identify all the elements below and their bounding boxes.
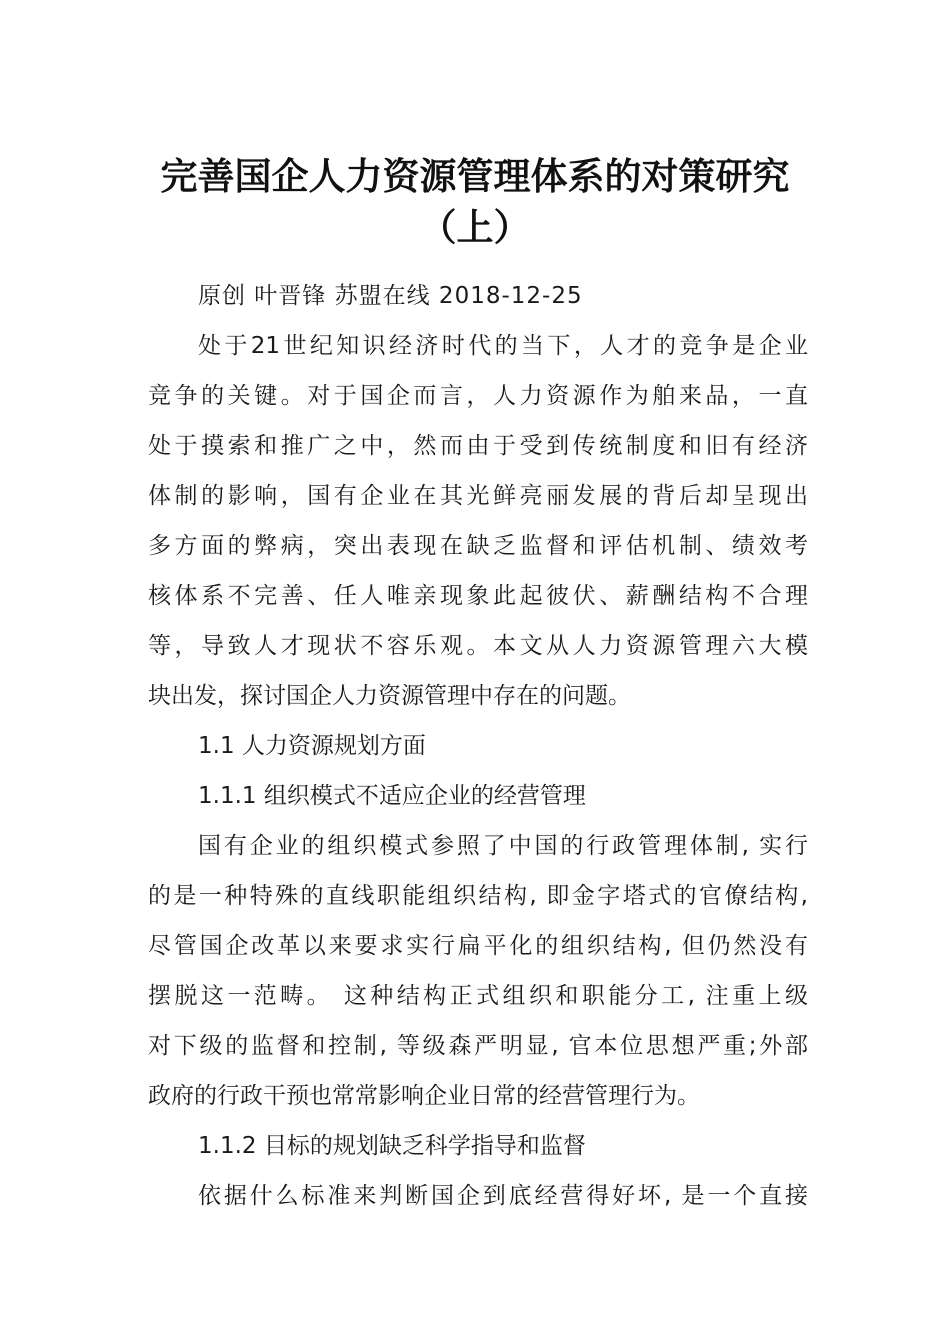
paragraph-line: 块出发，探讨国企人力资源管理中存在的问题。: [148, 683, 631, 709]
paragraph-line: 国有企业的组织模式参照了中国的行政管理体制, 实行: [198, 833, 808, 859]
paragraph-line: 依据什么标准来判断国企到底经营得好坏, 是一个直接: [198, 1183, 808, 1209]
paragraph-line: 等，导致人才现状不容乐观。本文从人力资源管理六大模: [148, 633, 808, 659]
document-title: 完善国企人力资源管理体系的对策研究: [160, 154, 790, 198]
paragraph-line: 处于摸索和推广之中，然而由于受到传统制度和旧有经济: [148, 433, 808, 459]
subsection-heading: 1.1.2 目标的规划缺乏科学指导和监督: [198, 1133, 586, 1159]
paragraph-line: 对下级的监督和控制, 等级森严明显, 官本位思想严重;外部: [148, 1033, 808, 1059]
paragraph-line: 多方面的弊病，突出表现在缺乏监督和评估机制、绩效考: [148, 533, 808, 559]
document-title-suffix: （上）: [419, 205, 531, 249]
paragraph-line: 体制的影响，国有企业在其光鲜亮丽发展的背后却呈现出: [148, 483, 808, 509]
section-heading: 1.1 人力资源规划方面: [198, 733, 426, 759]
paragraph-line: 政府的行政干预也常常影响企业日常的经营管理行为。: [148, 1083, 700, 1109]
paragraph-line: 核体系不完善、任人唯亲现象此起彼伏、薪酬结构不合理: [148, 583, 808, 609]
subsection-heading: 1.1.1 组织模式不适应企业的经营管理: [198, 783, 586, 809]
byline: 原创 叶晋锋 苏盟在线 2018-12-25: [198, 283, 583, 309]
paragraph-line: 竞争的关键。对于国企而言，人力资源作为舶来品，一直: [148, 383, 808, 409]
paragraph-line: 处于21世纪知识经济时代的当下，人才的竞争是企业: [198, 333, 808, 359]
paragraph-line: 尽管国企改革以来要求实行扁平化的组织结构, 但仍然没有: [148, 933, 808, 959]
paragraph-line: 摆脱这一范畴。 这种结构正式组织和职能分工, 注重上级: [148, 983, 808, 1009]
paragraph-line: 的是一种特殊的直线职能组织结构, 即金字塔式的官僚结构,: [148, 883, 808, 909]
